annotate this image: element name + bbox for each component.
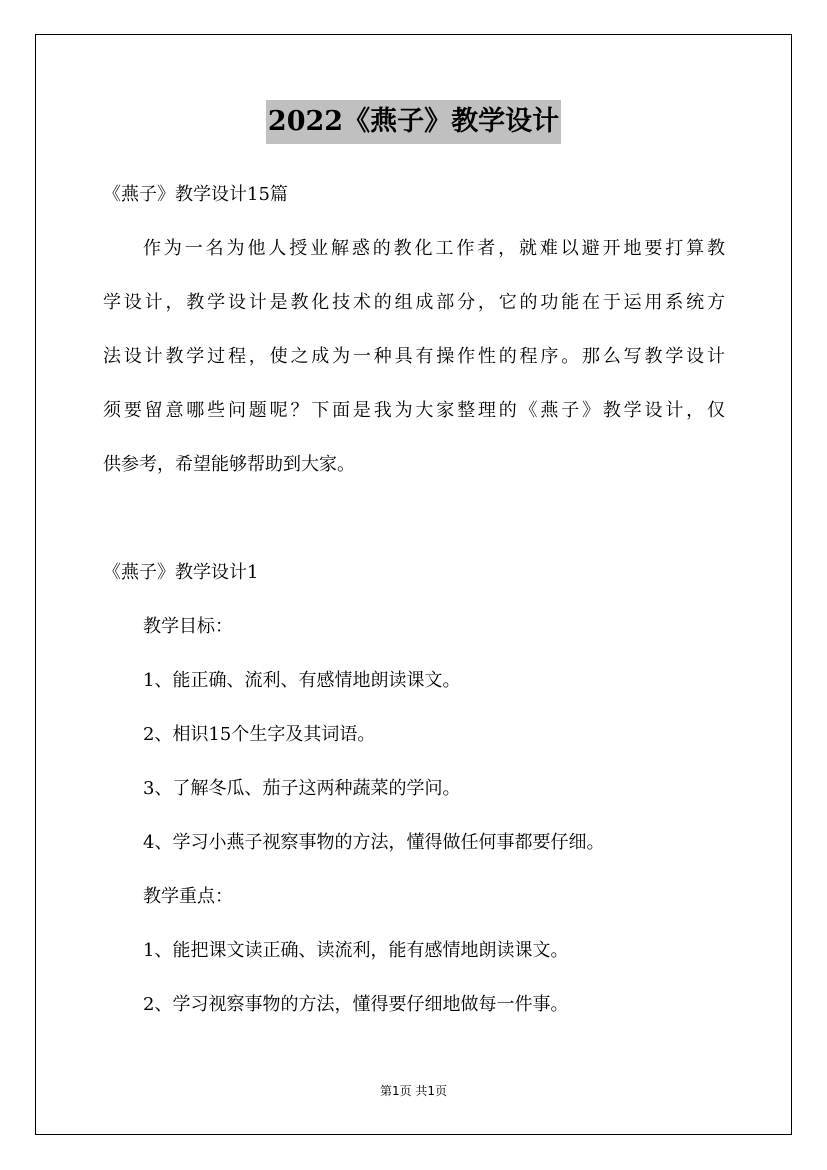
focus-label: 教学重点：	[143, 886, 233, 907]
intro-line-5: 供参考，希望能够帮助到大家。	[103, 454, 355, 475]
document-subtitle: 《燕子》教学设计15篇	[103, 184, 288, 205]
goals-label: 教学目标：	[143, 616, 233, 637]
focus-item-2: 2、学习视察事物的方法，懂得要仔细地做每一件事。	[143, 994, 569, 1015]
title-container	[0, 100, 827, 144]
intro-line-1: 作为一名为他人授业解惑的教化工作者，就难以避开地要打算教	[143, 238, 725, 259]
section-heading: 《燕子》教学设计1	[103, 562, 259, 583]
intro-line-2: 学设计，教学设计是教化技术的组成部分，它的功能在于运用系统方	[103, 292, 725, 313]
goal-item-1: 1、能正确、流利、有感情地朗读课文。	[143, 670, 461, 691]
goal-item-2: 2、相识15个生字及其词语。	[143, 724, 376, 745]
goal-item-4: 4、学习小燕子视察事物的方法，懂得做任何事都要仔细。	[143, 832, 605, 853]
intro-line-3: 法设计教学过程，使之成为一种具有操作性的程序。那么写教学设计	[103, 346, 725, 367]
document-title: 2022《燕子》教学设计	[266, 100, 561, 144]
goal-item-3: 3、了解冬瓜、茄子这两种蔬菜的学问。	[143, 778, 461, 799]
intro-line-4: 须要留意哪些问题呢？下面是我为大家整理的《燕子》教学设计，仅	[103, 400, 725, 421]
focus-item-1: 1、能把课文读正确、读流利，能有感情地朗读课文。	[143, 940, 569, 961]
page-footer: 第1页 共1页	[379, 1084, 448, 1098]
